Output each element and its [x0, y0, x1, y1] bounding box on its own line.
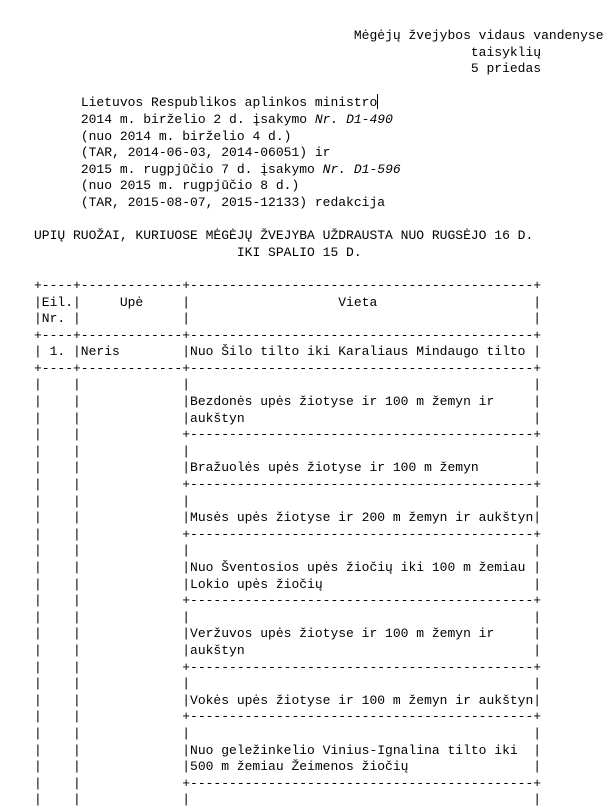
table-row: | | |aukštyn | — [34, 410, 542, 426]
document-title-line-1: UPIŲ RUOŽAI, KURIUOSE MĖGĖJŲ ŽVEJYBA UŽDRAUSTA NUO RUGSĖJO 16 D. — [34, 228, 534, 244]
table-border: +----+-------------+--------------------------------------------+ — [34, 360, 542, 376]
appendix-line-2: taisyklių — [470, 44, 542, 60]
document-title-line-2: IKI SPALIO 15 D. — [236, 244, 362, 260]
document-page — [34, 28, 604, 809]
appendix-header — [34, 28, 604, 809]
table-row: | 1. |Neris |Nuo Šilo tilto iki Karaliaus Mindaugo tilto | — [34, 344, 542, 360]
table-spacer-row: | | | | — [34, 443, 542, 459]
table-spacer-row: | | | | — [34, 792, 542, 808]
table-row: | | |Lokio upės žiočių | — [34, 576, 542, 592]
table-row: | | |Nuo Šventosios upės žiočių iki 100 m žemiau | — [34, 560, 542, 575]
edition-line-3: (nuo 2014 m. birželio 4 d.) — [80, 128, 292, 144]
table-border: | | +--------------------------------------------+ — [34, 775, 542, 791]
table-spacer-row: | | | | — [34, 543, 542, 559]
table-border: | | +--------------------------------------------+ — [34, 659, 542, 675]
edition-line-4: (TAR, 2014-06-03, 2014-06051) ir — [80, 145, 331, 161]
table-header-row: |Eil.| Upė | Vieta | — [34, 294, 542, 310]
table-row: | | |Vokės upės žiotyse ir 100 m žemyn ir aukštyn| — [34, 692, 542, 708]
table-border: +----+-------------+--------------------------------------------+ — [34, 327, 542, 343]
table-spacer-row: | | | | — [34, 377, 542, 393]
table-row: | | |500 m žemiau Žeimenos žiočių | — [34, 759, 542, 775]
restrictions-table — [34, 278, 604, 809]
text-cursor — [377, 94, 378, 109]
table-row: | | |Bražuolės upės žiotyse ir 100 m žemyn | — [34, 460, 542, 476]
edition-line-7: (TAR, 2015-08-07, 2015-12133) redakcija — [80, 194, 386, 210]
table-row: | | |Musės upės žiotyse ir 200 m žemyn ir aukštyn| — [34, 510, 542, 526]
table-border: | | +--------------------------------------------+ — [34, 427, 542, 443]
table-row: | | |Bezdonės upės žiotyse ir 100 m žemyn ir | — [34, 394, 542, 410]
table-border: | | +--------------------------------------------+ — [34, 593, 542, 609]
edition-line-1: Lietuvos Respublikos aplinkos ministro — [80, 95, 378, 111]
table-spacer-row: | | | | — [34, 609, 542, 625]
edition-line-6: (nuo 2015 m. rugpjūčio 8 d.) — [80, 178, 300, 194]
edition-line-2: 2014 m. birželio 2 d. įsakymo Nr. D1-490 — [80, 111, 393, 127]
edition-line-5: 2015 m. rugpjūčio 7 d. įsakymo Nr. D1-596 — [80, 161, 401, 177]
table-border: | | +--------------------------------------------+ — [34, 526, 542, 542]
table-spacer-row: | | | | — [34, 676, 542, 692]
table-row: | | |Veržuvos upės žiotyse ir 100 m žemyn ir | — [34, 626, 542, 642]
table-header-row: |Nr. | | | — [34, 311, 542, 327]
table-row: | | |aukštyn | — [34, 642, 542, 658]
table-spacer-row: | | | | — [34, 725, 542, 741]
table-border: | | +--------------------------------------------+ — [34, 709, 542, 725]
table-spacer-row: | | | | — [34, 493, 542, 509]
table-border: +----+-------------+--------------------------------------------+ — [34, 277, 542, 293]
appendix-line-3: 5 priedas — [470, 61, 542, 77]
table-row: | | |Nuo geležinkelio Vinius-Ignalina tilto iki | — [34, 742, 542, 758]
table-border: | | +--------------------------------------------+ — [34, 477, 542, 493]
appendix-line-1: Mėgėjų žvejybos vidaus vandenyse — [353, 28, 604, 43]
